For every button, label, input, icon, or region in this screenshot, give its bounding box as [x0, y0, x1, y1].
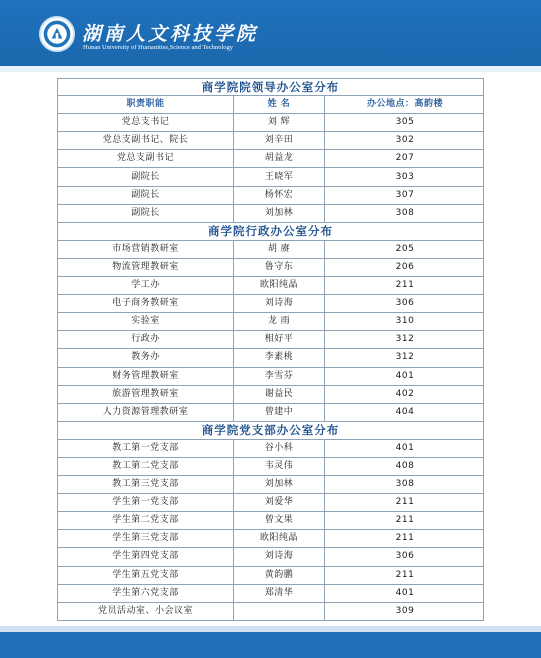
role-cell: 副院长	[131, 189, 160, 200]
role-cell: 旅游管理教研室	[112, 388, 179, 399]
role-cell: 学生第六党支部	[112, 587, 179, 598]
role-cell: 学生第五党支部	[112, 569, 179, 580]
name-cell: 胡 赓	[233, 241, 324, 258]
table-row	[57, 548, 484, 566]
name-cell: 李素桃	[233, 349, 324, 366]
header-divider	[0, 66, 541, 72]
name-cell: 黄韵鹏	[233, 567, 324, 584]
name-cell: 刘诗海	[233, 295, 324, 312]
role-cell: 党员活动室、小会议室	[97, 605, 193, 616]
room-cell: 211	[324, 567, 485, 584]
name-cell: 韦灵伟	[233, 458, 324, 475]
name-cell: 王晓军	[233, 168, 324, 185]
role-cell: 物流管理教研室	[112, 261, 179, 272]
header-banner	[0, 0, 541, 66]
table-row	[57, 603, 484, 621]
role-cell: 教工第二党支部	[112, 461, 179, 472]
table-row	[57, 494, 484, 512]
role-cell: 副院长	[131, 207, 160, 218]
role-cell: 教工第一党支部	[112, 442, 179, 453]
name-cell: 欧阳纯晶	[233, 530, 324, 547]
table-row	[57, 440, 484, 458]
table-row	[57, 259, 484, 277]
name-cell: 谷小科	[233, 440, 324, 457]
column-header-duty: 职责职能	[126, 99, 165, 110]
room-cell: 408	[324, 458, 485, 475]
room-cell: 401	[324, 440, 485, 457]
role-cell: 党总支书记	[121, 117, 170, 128]
university-logo-icon	[39, 16, 75, 52]
table-row	[57, 331, 484, 349]
room-cell: 303	[324, 168, 485, 185]
name-cell: 刘加林	[233, 476, 324, 493]
room-cell: 308	[324, 205, 485, 222]
room-cell: 211	[324, 530, 485, 547]
role-cell: 学生第四党支部	[112, 551, 179, 562]
table-row	[57, 295, 484, 313]
room-cell: 305	[324, 114, 485, 131]
name-cell: 郑清华	[233, 585, 324, 602]
table-row	[57, 132, 484, 150]
name-cell: 李雪芬	[233, 368, 324, 385]
role-cell: 教务办	[131, 352, 160, 363]
school-name-english: Hunan University of Humanities,Science and Technology	[83, 44, 233, 51]
name-cell: 刘辛田	[233, 132, 324, 149]
role-cell: 行政办	[131, 334, 160, 345]
name-cell: 刘 辉	[233, 114, 324, 131]
table-row	[57, 567, 484, 585]
name-cell: 龙 雨	[233, 313, 324, 330]
room-cell: 309	[324, 603, 485, 620]
room-cell: 312	[324, 349, 485, 366]
name-cell: 胡益龙	[233, 150, 324, 167]
name-cell: 刘加林	[233, 205, 324, 222]
room-cell: 207	[324, 150, 485, 167]
table-row	[57, 187, 484, 205]
role-cell: 实验室	[131, 316, 160, 327]
room-cell: 310	[324, 313, 485, 330]
role-cell: 教工第三党支部	[112, 479, 179, 490]
table-row	[57, 349, 484, 367]
room-cell: 211	[324, 277, 485, 294]
role-cell: 学工办	[131, 280, 160, 291]
table-row	[57, 114, 484, 132]
name-cell: 刘爱华	[233, 494, 324, 511]
name-cell: 刘诗海	[233, 548, 324, 565]
room-cell: 306	[324, 548, 485, 565]
column-header-name: 姓 名	[233, 96, 324, 113]
name-cell: 相好平	[233, 331, 324, 348]
role-cell: 财务管理教研室	[112, 370, 179, 381]
role-cell: 副院长	[131, 171, 160, 182]
table-row	[57, 277, 484, 295]
table-row	[57, 150, 484, 168]
table-row	[57, 168, 484, 186]
room-cell: 206	[324, 259, 485, 276]
role-cell: 学生第三党支部	[112, 533, 179, 544]
table-row	[57, 512, 484, 530]
room-cell: 205	[324, 241, 485, 258]
name-cell: 鲁守东	[233, 259, 324, 276]
room-cell: 307	[324, 187, 485, 204]
name-cell: 曾文果	[233, 512, 324, 529]
name-cell: 欧阳纯晶	[233, 277, 324, 294]
table-row	[57, 241, 484, 259]
table-row	[57, 205, 484, 223]
role-cell: 党总支副书记	[116, 153, 174, 164]
role-cell: 学生第二党支部	[112, 515, 179, 526]
footer-banner	[0, 632, 541, 658]
role-cell: 学生第一党支部	[112, 497, 179, 508]
name-cell: 谢益民	[233, 386, 324, 403]
role-cell: 电子商务教研室	[112, 298, 179, 309]
role-cell: 人力资源管理教研室	[102, 406, 189, 417]
table-row	[57, 386, 484, 404]
room-cell: 404	[324, 404, 485, 421]
room-cell: 211	[324, 494, 485, 511]
name-cell: 杨怀宏	[233, 187, 324, 204]
room-cell: 401	[324, 585, 485, 602]
table-row	[57, 530, 484, 548]
room-cell: 308	[324, 476, 485, 493]
table-row	[57, 368, 484, 386]
section-title-administration: 商学院行政办公室分布	[57, 223, 484, 241]
room-cell: 401	[324, 368, 485, 385]
room-cell: 211	[324, 512, 485, 529]
role-cell: 市场营销教研室	[112, 243, 179, 254]
room-cell: 302	[324, 132, 485, 149]
name-cell: 曾建中	[233, 404, 324, 421]
office-directory-table	[57, 78, 484, 621]
table-row	[57, 458, 484, 476]
school-name: 湖南人文科技学院	[82, 23, 259, 45]
table-row	[57, 313, 484, 331]
section-title-leadership: 商学院院领导办公室分布	[57, 78, 484, 96]
room-cell: 312	[324, 331, 485, 348]
table-row	[57, 404, 484, 422]
role-cell: 党总支副书记、院长	[102, 135, 189, 146]
column-header-location: 办公地点：高韵楼	[324, 96, 485, 113]
room-cell: 306	[324, 295, 485, 312]
column-header-row	[57, 96, 484, 114]
section-title-party-branches: 商学院党支部办公室分布	[57, 422, 484, 440]
room-cell: 402	[324, 386, 485, 403]
name-cell	[233, 603, 324, 620]
table-row	[57, 585, 484, 603]
table-row	[57, 476, 484, 494]
